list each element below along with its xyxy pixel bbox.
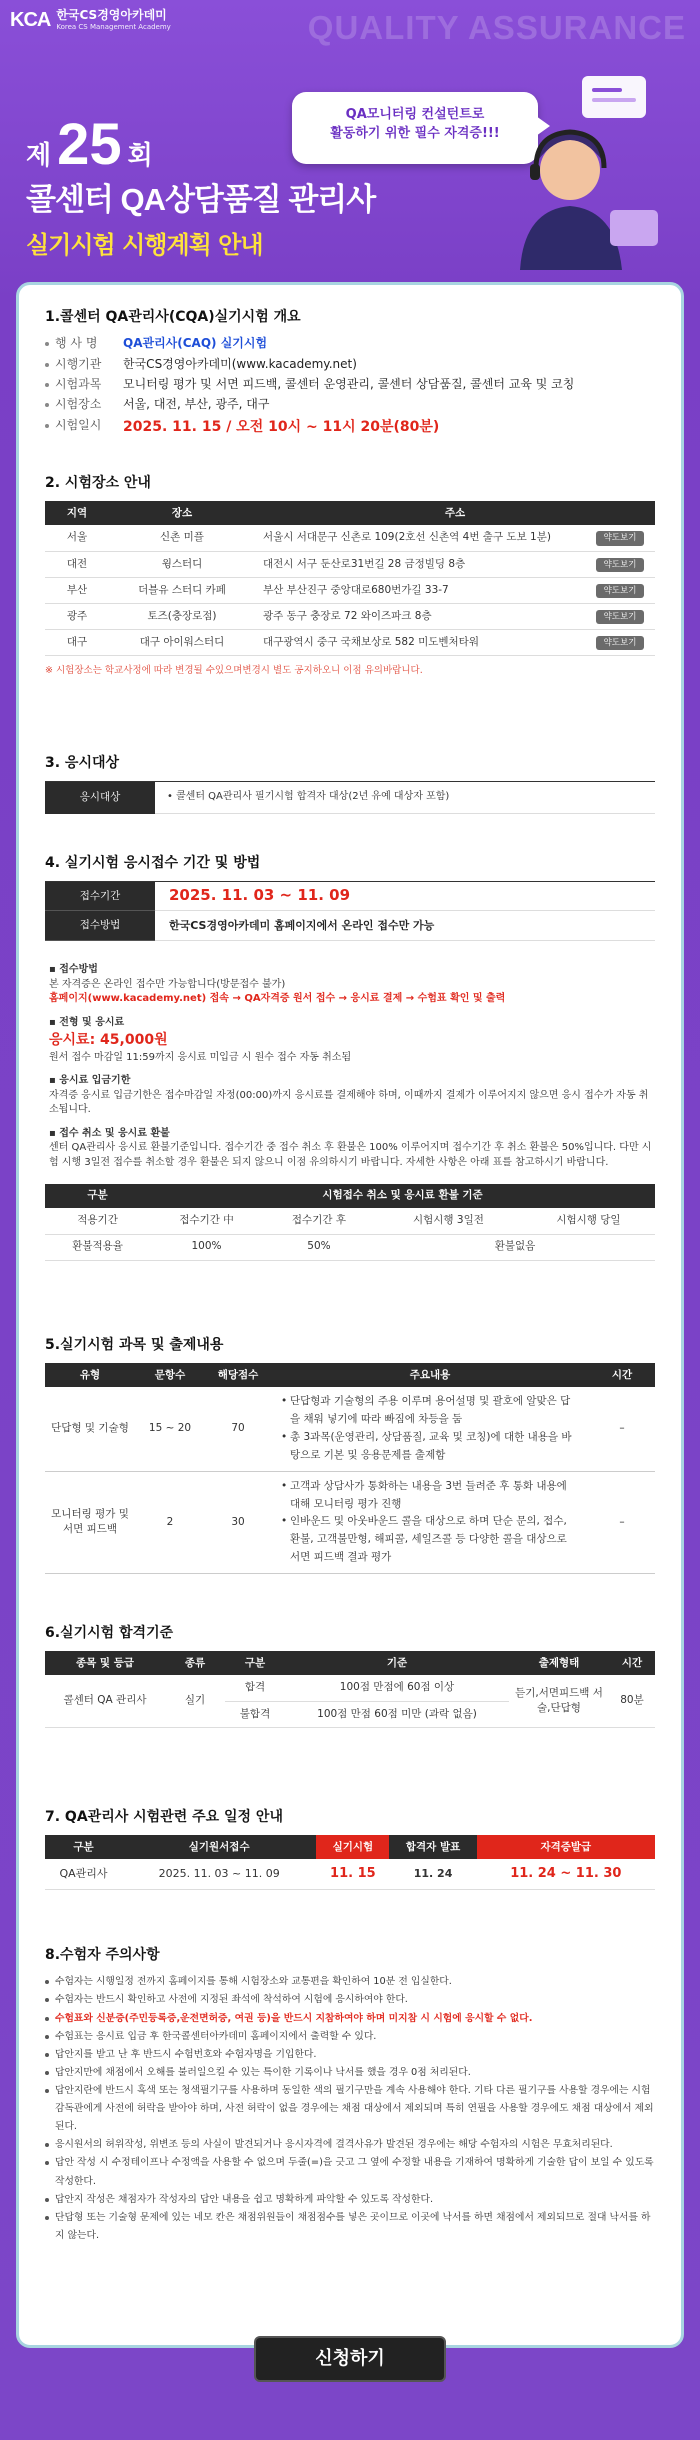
edition-suffix: 회	[127, 141, 153, 171]
venue-place: 윙스터디	[109, 551, 255, 577]
list-item: 수험표와 신분증(주민등록증,운전면허증, 여권 등)을 반드시 지참하여야 하며 미지참 시 시험에 응시할 수 없다.	[45, 2010, 655, 2028]
table-row	[45, 1387, 655, 1471]
passing-col-header: 기준	[285, 1651, 509, 1675]
refund-cell: 접수기간 中	[150, 1208, 263, 1234]
cautions-heading: 8.수험자 주의사항	[45, 1947, 160, 1963]
venue-place: 더블유 스터디 카페	[109, 577, 255, 603]
venue-place: 토즈(충장로점)	[109, 603, 255, 629]
schedule-col-header: 구분	[45, 1835, 122, 1859]
subjects-col-header: 해당점수	[205, 1363, 271, 1387]
edition-count: 25	[57, 112, 122, 177]
subjects-col-header: 문항수	[135, 1363, 205, 1387]
venue-col-header: 주소	[255, 501, 655, 525]
passing-subject: 콜센터 QA 관리사	[45, 1675, 165, 1727]
subjects-col-header: 시간	[589, 1363, 655, 1387]
subject-desc: • 단답형과 기술형의 주용 이루며 용어설명 및 괄호에 알맞은 답을 채워 넣기에 따라 빠짐에 차등을 둠	[281, 1393, 579, 1429]
bubble-line-2: 활동하기 위한 필수 자격증!!!	[330, 125, 500, 141]
venue-address: 대구광역시 중구 국채보상로 582 미도벤처타워	[255, 629, 585, 655]
overview-value: 모니터링 평가 및 서면 피드백, 콜센터 운영관리, 콜센터 상담품질, 콜센터 교육 및 코칭	[123, 377, 575, 392]
overview-item	[45, 396, 655, 413]
venue-heading: 2. 시험장소 안내	[45, 475, 151, 491]
venue-address: 대전시 서구 둔산로31번길 28 금정빌딩 8층	[255, 551, 585, 577]
overview-label: 시행기관	[55, 356, 102, 371]
refund-cell: 시험시행 3일전	[375, 1208, 522, 1234]
refund-cell: 환불적용율	[45, 1234, 150, 1260]
schedule-cell: 11. 24	[389, 1859, 476, 1889]
passing-heading: 6.실기시험 합격기준	[45, 1625, 174, 1641]
passing-col-header: 출제형태	[509, 1651, 609, 1675]
schedule-section	[45, 1807, 655, 1890]
overview-value: QA관리사(CAQ) 실기시험	[123, 336, 268, 351]
method-value: 한국CS경영아카데미 홈페이지에서 온라인 접수만 가능	[155, 911, 655, 941]
list-item: 답안지 작성은 채점자가 작성자의 답안 내용을 쉽고 명확하게 파악할 수 있도록 작성한다.	[45, 2191, 655, 2209]
subject-count: 15 ~ 20	[135, 1387, 205, 1471]
list-item: 수험표는 응시료 입금 후 한국콜센터아카데미 홈페이지에서 출력할 수 있다.	[45, 2028, 655, 2046]
hero-banner	[0, 0, 700, 282]
venue-col-header: 장소	[109, 501, 255, 525]
note-title: ▪ 응시료 입금기한	[49, 1075, 131, 1087]
table-row	[45, 1859, 655, 1889]
application-flow: 홈페이지(www.kacademy.net) 접속 → QA자격증 원서 접수 → 응시료 결제 → 수험표 확인 및 출력	[49, 993, 506, 1005]
venue-region: 대구	[45, 629, 109, 655]
passing-form: 듣기,서면피드백 서술,단답형	[509, 1675, 609, 1727]
venue-table	[45, 501, 655, 656]
map-button[interactable]: 약도보기	[596, 531, 645, 545]
subjects-col-header: 유형	[45, 1363, 135, 1387]
table-row	[45, 577, 655, 603]
passing-col-header: 종목 및 등급	[45, 1651, 165, 1675]
schedule-cell: 11. 24 ~ 11. 30	[477, 1859, 655, 1889]
overview-value: 2025. 11. 15 / 오전 10시 ~ 11시 20분(80분)	[123, 418, 440, 435]
table-row	[45, 1675, 655, 1701]
subjects-col-header: 주요내용	[271, 1363, 589, 1387]
map-button[interactable]: 약도보기	[596, 584, 645, 598]
table-row	[45, 1471, 655, 1573]
overview-value: 서울, 대전, 부산, 광주, 대구	[123, 397, 270, 412]
note-title: ▪ 전형 및 응시료	[49, 1016, 125, 1028]
refund-cell: 100%	[150, 1234, 263, 1260]
schedule-table	[45, 1835, 655, 1890]
subject-desc: • 고객과 상담사가 통화하는 내용을 3번 들려준 후 통화 내용에 대해 모니터링 평가 진행	[281, 1478, 579, 1514]
venue-address: 부산 부산진구 중앙대로680번가길 33-7	[255, 577, 585, 603]
refund-cell: 50%	[263, 1234, 375, 1260]
overview-section	[45, 307, 655, 440]
subjects-heading: 5.실기시험 과목 및 출제내용	[45, 1337, 224, 1353]
overview-list	[45, 335, 655, 437]
cautions-section	[45, 1945, 655, 2245]
table-row	[45, 1208, 655, 1234]
eligibility-section	[45, 753, 655, 814]
map-button[interactable]: 약도보기	[596, 636, 645, 650]
passing-col-header: 종류	[165, 1651, 225, 1675]
edition-prefix: 제	[26, 141, 52, 171]
overview-item	[45, 376, 655, 393]
refund-cell: 시험시행 당일	[522, 1208, 655, 1234]
note-text: 원서 접수 마감일 11:59까지 응시료 미입금 시 원수 접수 자동 취소됨	[49, 1051, 352, 1063]
schedule-col-header: 실기원서접수	[122, 1835, 316, 1859]
list-item: 단답형 또는 기술형 문제에 있는 네모 칸은 채점위원들이 채점점수를 넣은 곳이므로 이곳에 낙서를 하면 채점에서 제외되므로 절대 낙서를 하지 않는다.	[45, 2209, 655, 2245]
subject-count: 2	[135, 1471, 205, 1573]
application-notes	[45, 963, 655, 1170]
passing-div: 불합격	[225, 1701, 285, 1727]
consultant-illustration-icon	[510, 60, 660, 270]
passing-crit: 100점 만점에 60점 이상	[285, 1675, 509, 1701]
subject-type: 모니터링 평가 및 서면 피드백	[45, 1471, 135, 1573]
list-item: 답안지를 받고 난 후 반드시 수험번호와 수험자명을 기입한다.	[45, 2046, 655, 2064]
cautions-list	[45, 1973, 655, 2245]
refund-cell: 접수기간 후	[263, 1208, 375, 1234]
overview-label: 시험장소	[55, 397, 102, 412]
subject-time: –	[589, 1387, 655, 1471]
list-item: 답안지란에 반드시 흑색 또는 청색필기구를 사용하며 동일한 색의 필기구만을 계속 사용해야 한다. 기타 다른 필기구를 사용할 경우에는 시험감독관에게 사전에 허락을 받아야 하며, 사전 허락이 없을 경우에는 채점 대상에서 제외되며 특히 연필을 사용할 경우에도 채점 대상에서 제외된다.	[45, 2082, 655, 2136]
table-row	[45, 551, 655, 577]
list-item: 응시원서의 허위작성, 위변조 등의 사실이 발견되거나 응시자격에 결격사유가 발견된 경우에는 해당 수험자의 시험은 무효처리된다.	[45, 2136, 655, 2154]
period-row	[45, 881, 655, 911]
note-text: 센터 QA관리사 응시료 환불기준입니다. 접수기간 중 접수 취소 후 환불은 100% 이루어지며 접수기간 후 취소 환불은 50%입니다. 다만 시험 시행 3일전 접수를 취소할 경우 환불은 되지 않으니 이점 유의하시기 바랍니다. 자세한 사항은 아래 표를 참고하시기 바랍니다.	[49, 1142, 652, 1168]
overview-label: 행 사 명	[55, 336, 98, 351]
note-text: 본 자격증은 온라인 접수만 가능합니다(방문접수 불가)	[49, 978, 286, 990]
note-title: ▪ 접수 취소 및 응시료 환불	[49, 1127, 170, 1139]
academy-logo[interactable]	[10, 6, 171, 35]
apply-button[interactable]: 신청하기	[254, 2336, 446, 2382]
application-section	[45, 853, 655, 1261]
venue-note: ※ 시험장소는 학교사정에 따라 변경될 수있으며변경시 별도 공지하오니 이점 유의바랍니다.	[45, 664, 423, 676]
page-subtitle: 실기시험 시행계획 안내	[26, 231, 263, 259]
page-title: 콜센터 QA상담품질 관리사	[26, 182, 376, 217]
table-row	[45, 1234, 655, 1260]
refund-header: 구분	[45, 1184, 150, 1208]
overview-heading: 1.콜센터 QA관리사(CQA)실기시험 개요	[45, 309, 301, 325]
eligibility-row	[45, 781, 655, 814]
schedule-col-header: 자격증발급	[477, 1835, 655, 1859]
subject-type: 단답형 및 기술형	[45, 1387, 135, 1471]
venue-place: 대구 아이워스터디	[109, 629, 255, 655]
venue-region: 대전	[45, 551, 109, 577]
period-label: 접수기간	[45, 882, 155, 911]
subjects-section	[45, 1335, 655, 1574]
overview-label: 시험일시	[55, 417, 102, 432]
bg-watermark-text: QUALITY ASSURANCE	[307, 9, 686, 46]
passing-div: 합격	[225, 1675, 285, 1701]
list-item: 답안지만에 채점에서 오해를 불러일으킬 수 있는 특이한 기록이나 낙서를 했을 경우 0점 처리된다.	[45, 2064, 655, 2082]
venue-region: 서울	[45, 525, 109, 551]
subject-time: –	[589, 1471, 655, 1573]
list-item: 수험자는 반드시 확인하고 사전에 지정된 좌석에 착석하여 시험에 응시하여야 한다.	[45, 1991, 655, 2009]
bubble-line-1: QA모니터링 컨설턴트로	[345, 107, 485, 122]
table-row	[45, 629, 655, 655]
overview-item	[45, 417, 655, 437]
venue-region: 광주	[45, 603, 109, 629]
note-title: ▪ 접수방법	[49, 964, 98, 976]
schedule-heading: 7. QA관리사 시험관련 주요 일정 안내	[45, 1809, 283, 1825]
venue-place: 신촌 미플	[109, 525, 255, 551]
eligibility-text: • 콜센터 QA관리사 필기시험 합격자 대상(2년 유예 대상자 포함)	[167, 790, 643, 805]
subject-score: 70	[205, 1387, 271, 1471]
overview-item	[45, 356, 655, 373]
schedule-col-header: 합격자 발표	[389, 1835, 476, 1859]
map-button[interactable]: 약도보기	[596, 558, 645, 572]
venue-col-header: 지역	[45, 501, 109, 525]
venue-address: 광주 동구 충장로 72 와이즈파크 8층	[255, 603, 585, 629]
venue-region: 부산	[45, 577, 109, 603]
content-card	[16, 282, 684, 2348]
subject-score: 30	[205, 1471, 271, 1573]
refund-cell: 환불없음	[375, 1234, 655, 1260]
overview-label: 시험과목	[55, 377, 102, 392]
method-row	[45, 911, 655, 941]
passing-table	[45, 1651, 655, 1728]
schedule-cell: 11. 15	[316, 1859, 389, 1889]
table-row	[45, 603, 655, 629]
logo-korean: 한국CS경영아카데미	[56, 7, 167, 22]
application-heading: 4. 실기시험 응시접수 기간 및 방법	[45, 855, 261, 871]
subject-desc: • 총 3과목(운영관리, 상담품질, 교육 및 코칭)에 대한 내용을 바탕으로 기본 및 응용문제를 출제함	[281, 1429, 579, 1465]
map-button[interactable]: 약도보기	[596, 610, 645, 624]
refund-cell: 적용기간	[45, 1208, 150, 1234]
table-row	[45, 525, 655, 551]
note-text: 자격증 응시료 입금기한은 접수마감일 자정(00:00)까지 응시료를 결제해야 하며, 이때까지 결제가 이루어지지 않으면 응시 접수가 자동 취소됩니다.	[49, 1089, 649, 1116]
fee-amount: 응시료: 45,000원	[49, 1032, 168, 1049]
eligibility-heading: 3. 응시대상	[45, 755, 120, 771]
venue-section	[45, 473, 655, 678]
passing-col-header: 시간	[609, 1651, 655, 1675]
list-item: 답안 작성 시 수정테이프나 수정액을 사용할 수 없으며 두줄(=)을 긋고 그 옆에 수정할 내용을 기재하여 명확하게 기술한 답이 보일 수 있도록 작성한다.	[45, 2154, 655, 2190]
refund-header: 시험접수 취소 및 응시료 환불 기준	[150, 1184, 655, 1208]
eligibility-label: 응시대상	[45, 782, 155, 814]
schedule-cell: QA관리사	[45, 1859, 122, 1889]
list-item: 수험자는 시행일정 전까지 홈페이지를 통해 시험장소와 교통편을 확인하여 10분 전 입실한다.	[45, 1973, 655, 1991]
logo-mark: KCA	[10, 9, 51, 31]
speech-bubble	[292, 92, 538, 164]
overview-value: 한국CS경영아카데미(www.kacademy.net)	[123, 356, 357, 371]
subject-desc: • 인바운드 및 아웃바운드 콜을 대상으로 하며 단순 문의, 접수, 환불, 고객불만형, 해피콜, 세일즈콜 등 다양한 콜을 대상으로 서면 피드백 결과 평가	[281, 1513, 579, 1567]
refund-table	[45, 1184, 655, 1261]
period-value: 2025. 11. 03 ~ 11. 09	[155, 882, 655, 911]
passing-kind: 실기	[165, 1675, 225, 1727]
passing-section	[45, 1623, 655, 1728]
schedule-col-header: 실기시험	[316, 1835, 389, 1859]
venue-address: 서울시 서대문구 신촌로 109(2호선 신촌역 4번 출구 도보 1분)	[255, 525, 585, 551]
logo-english: Korea CS Management Academy	[56, 23, 171, 32]
schedule-cell: 2025. 11. 03 ~ 11. 09	[122, 1859, 316, 1889]
passing-col-header: 구분	[225, 1651, 285, 1675]
overview-item	[45, 335, 655, 352]
passing-crit: 100점 만점 60점 미만 (과락 없음)	[285, 1701, 509, 1727]
edition-number	[26, 112, 153, 177]
method-label: 접수방법	[45, 911, 155, 941]
eligibility-value	[155, 782, 655, 814]
passing-time: 80분	[609, 1675, 655, 1727]
subjects-table	[45, 1363, 655, 1574]
